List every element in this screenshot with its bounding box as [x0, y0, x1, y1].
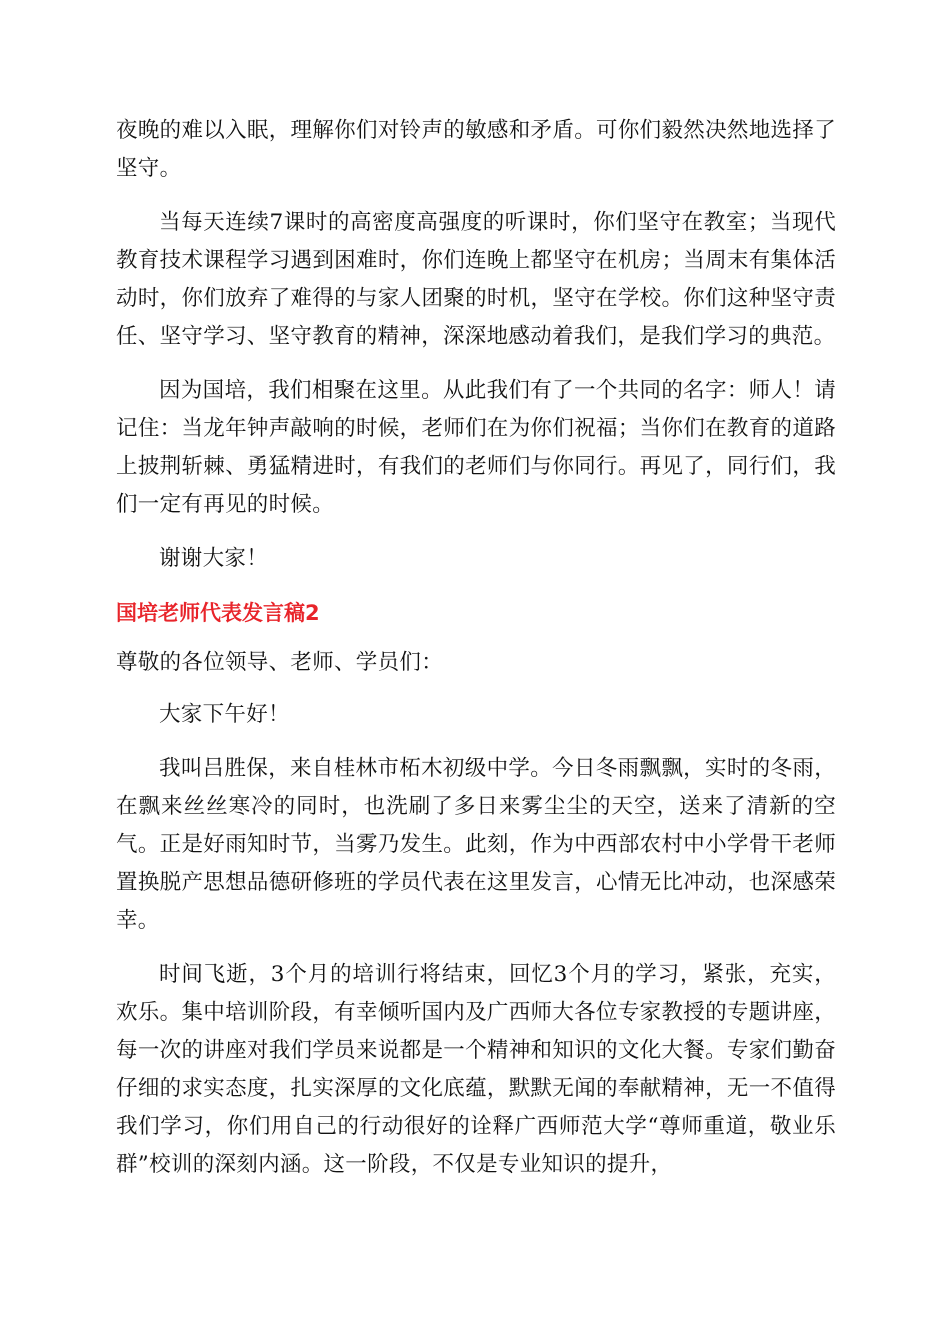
paragraph-farewell: 因为国培，我们相聚在这里。从此我们有了一个共同的名字：师人！请记住：当龙年钟声敲响的时候，老师们在为你们祝福；当你们在教育的道路上披荆斩棘、勇猛精进时，有我们的老师们与你同行。再见了，同行们，我们一定有再见的时候。 [116, 378, 836, 517]
paragraph-persistence: 当每天连续7课时的高密度高强度的听课时，你们坚守在教室；当现代教育技术课程学习遇到困难时，你们连晚上都坚守在机房；当周末有集体活动时，你们放弃了难得的与家人团聚的时机，坚守在学校。你们这种坚守责任、坚守学习、坚守教育的精神，深深地感动着我们，是我们学习的典范。 [116, 210, 836, 349]
paragraph-keep-guard: 夜晚的难以入眠，理解你们对铃声的敏感和矛盾。可你们毅然决然地选择了坚守。 [116, 118, 836, 181]
paragraph-introduction: 我叫吕胜保，来自桂林市柘木初级中学。今日冬雨飘飘，实时的冬雨，在飘来丝丝寒冷的同时，也洗刷了多日来雾尘尘的天空，送来了清新的空气。正是好雨知时节，当雾乃发生。此刻，作为中西部农村中小学骨干老师置换脱产思想品德研修班的学员代表在这里发言，心情无比冲动，也深感荣幸。 [116, 756, 836, 933]
paragraph-training-review: 时间飞逝，3个月的培训行将结束，回忆3个月的学习，紧张，充实，欢乐。集中培训阶段，有幸倾听国内及广西师大各位专家教授的专题讲座，每一次的讲座对我们学员来说都是一个精神和知识的文化大餐。专家们勤奋仔细的求实态度，扎实深厚的文化底蕴，默默无闻的奉献精神，无一不值得我们学习，你们用自己的行动很好的诠释广西师范大学“尊师重道，敬业乐群”校训的深刻内涵。这一阶段，不仅是专业知识的提升， [116, 962, 836, 1177]
salutation: 尊敬的各位领导、老师、学员们： [116, 650, 444, 675]
document-page [116, 112, 836, 1184]
greeting: 大家下午好！ [159, 702, 290, 727]
section-heading: 国培老师代表发言稿2 [116, 601, 320, 625]
paragraph-thanks: 谢谢大家！ [159, 546, 269, 571]
